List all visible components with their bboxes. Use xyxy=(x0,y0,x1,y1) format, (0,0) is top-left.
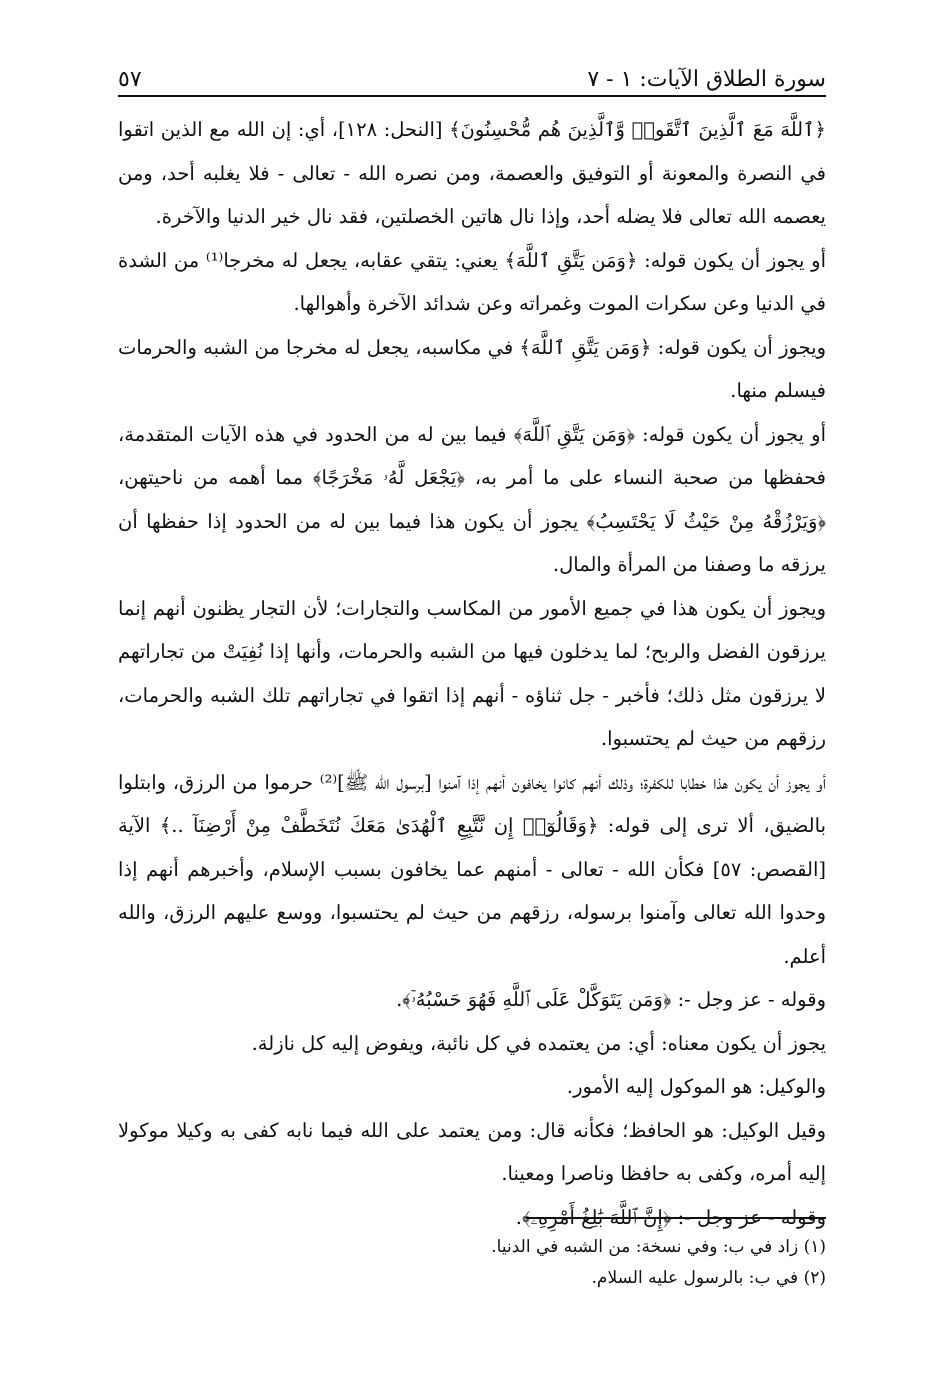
footnote: (١) زاد في ب: وفي نسخة: من الشبه في الدنيا. xyxy=(491,1237,826,1257)
paragraph: أو يجوز أن يكون قوله: ﴿وَمَن يَتَّقِ ٱللَّهَ﴾ فيما بين له من الحدود في هذه الآيات المتقدمة، فحفظها من صحبة النساء على ما أمر به، ﴿يَجْعَل لَّهُۥ مَخْرَجًا﴾ مما أهمه من ناحيتهن، ﴿وَيَرْزُقْهُ مِنْ حَيْثُ لَا يَحْتَسِبُ﴾ يجوز أن يكون هذا فيما بين له من الحدود إذا حفظها أن يرزقه ما وصفنا من المرأة والمال. xyxy=(118,422,826,576)
header-divider xyxy=(118,95,826,97)
paragraph: يجوز أن يكون معناه: أي: من يعتمده في كل نائبة، ويفوض إليه كل نازلة. xyxy=(251,1031,826,1055)
paragraph: وقوله - عز وجل -: ﴿إِنَّ ٱللَّهَ بَٰلِغُ أَمْرِهِۦ﴾. xyxy=(515,1205,826,1229)
footnotes xyxy=(118,1232,826,1294)
main-text xyxy=(118,108,826,1239)
footnote: (٢) في ب: بالرسول عليه السلام. xyxy=(591,1268,826,1288)
paragraph: أو يجوز أن يكون قوله: ﴿وَمَن يَتَّقِ ٱللَّهَ﴾ يعني: يتقي عقابه، يجعل له مخرجا⁽¹⁾ من الشدة في الدنيا وعن سكرات الموت وغمراته وعن شدائد الآخرة وأهوالها. xyxy=(118,248,826,315)
paragraph: ويجوز أن يكون هذا في جميع الأمور من المكاسب والتجارات؛ لأن التجار يظنون أنهم إنما يرزقون الفضل والربح؛ لما يدخلون فيها من الشبه والحرمات، وأنها إذا نُفِيَتْ من تجاراتهم لا يرزقون مثل ذلك؛ فأخبر - جل ثناؤه - أنهم إذا اتقوا في تجاراتهم تلك الشبه والحرمات، رزقهم من حيث لم يحتسبوا. xyxy=(118,596,826,750)
paragraph: والوكيل: هو الموكول إليه الأمور. xyxy=(566,1075,826,1098)
page-header xyxy=(118,58,826,92)
footnote-divider xyxy=(526,1217,826,1219)
paragraph: ويجوز أن يكون قوله: ﴿وَمَن يَتَّقِ ٱللَّهَ﴾ في مكاسبه، يجعل له مخرجا من الشبه والحرمات فيسلم منها. xyxy=(118,335,826,402)
paragraph: أو يجوز أن يكون هذا خطابا للكفرة؛ وذلك أنهم كانوا يخافون أنهم إذا آمنوا [برسول الله ﷺ]⁽²⁾ حرموا من الرزق، وابتلوا بالضيق، ألا ترى إلى قوله: ﴿وَقَالُوٓا۟ إِن نَّتَّبِعِ ٱلْهُدَىٰ مَعَكَ نُتَخَطَّفْ مِنْ أَرْضِنَآ ..﴾ الآية [القصص: ٥٧] فكأن الله - تعالى - أمنهم عما يخافون بسبب الإسلام، وأخبرهم أنهم إذا وحدوا الله تعالى وآمنوا برسوله، رزقهم من حيث لم يحتسبوا، ووسع عليهم الرزق، والله أعلم. xyxy=(118,770,826,968)
paragraph: ﴿ٱللَّهَ مَعَ ٱلَّذِينَ ٱتَّقَوا۟ وَّٱلَّذِينَ هُم مُّحْسِنُونَ﴾ [النحل: ١٢٨]، أي: إن الله مع الذين اتقوا في النصرة والمعونة أو التوفيق والعصمة، ومن نصره الله - تعالى - فلا يغلبه أحد، ومن يعصمه الله تعالى فلا يضله أحد، وإذا نال هاتين الخصلتين، فقد نال خير الدنيا والآخرة. xyxy=(118,118,826,228)
page-number: ٥٧ xyxy=(118,67,142,92)
paragraph: وقوله - عز وجل -: ﴿وَمَن يَتَوَكَّلْ عَلَى ٱللَّهِ فَهُوَ حَسْبُهُۥٓ﴾. xyxy=(396,988,826,1011)
running-title: سورة الطلاق الآيات: ١ - ٧ xyxy=(587,67,826,92)
paragraph: وقيل الوكيل: هو الحافظ؛ فكأنه قال: ومن يعتمد على الله فيما نابه كفى به وكيلا موكولا إليه أمره، وكفى به حافظا وناصرا ومعينا. xyxy=(118,1118,826,1185)
